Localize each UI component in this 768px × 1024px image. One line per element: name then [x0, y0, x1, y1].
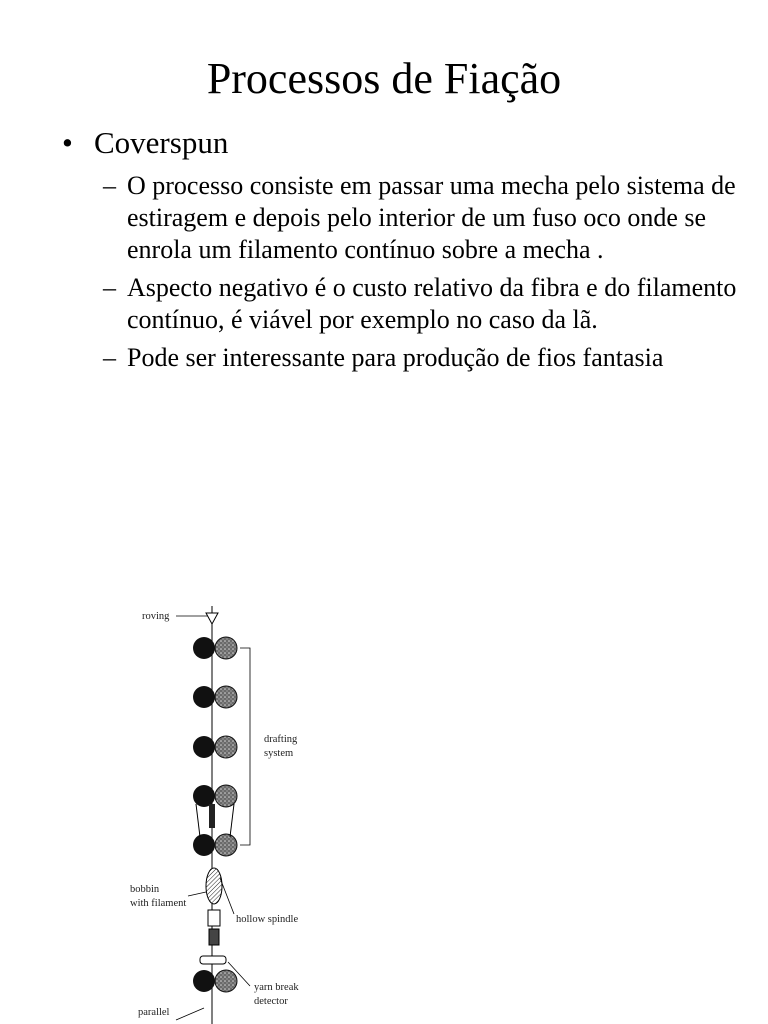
label-bobbin: bobbin — [130, 884, 160, 895]
drafting-bracket — [240, 648, 250, 845]
label-drafting: drafting — [264, 734, 298, 745]
sub-bullet-3 — [103, 342, 743, 374]
label-yarn-break: yarn break — [254, 982, 299, 993]
label-with-filament: with filament — [130, 898, 187, 909]
label-detector: detector — [254, 996, 288, 1007]
label-hollow-spindle: hollow spindle — [236, 914, 299, 925]
sub-bullet-text: Aspecto negativo é o custo relativo da fibra e do filamento contínuo, é viável por exemplo no caso da lã. — [127, 273, 737, 334]
dash-marker: – — [103, 171, 116, 200]
sub-bullet-2 — [103, 272, 743, 336]
detector-icon — [200, 956, 226, 964]
spindle-leader — [220, 878, 234, 914]
roller-pair-1 — [193, 637, 237, 659]
roller-pair-2 — [193, 686, 237, 708]
dash-marker: – — [103, 343, 116, 372]
sub-bullet-text: O processo consiste em passar uma mecha pelo sistema de estiragem e depois pelo interior de um fuso oco onde se enrola um filamento contínuo sobre a mecha . — [127, 171, 736, 264]
bobbin-leader — [188, 892, 206, 896]
slide-title: Processos de Fiação — [206, 54, 562, 103]
bullet-coverspun — [62, 124, 228, 162]
bullet-text: Coverspun — [94, 125, 229, 160]
roller-pair-4-apron — [193, 785, 237, 856]
delivery-rollers — [193, 970, 237, 992]
bullet-dot: • — [62, 125, 73, 160]
label-system: system — [264, 748, 294, 759]
bobbin-icon — [206, 868, 222, 904]
label-parallel: parallel — [138, 1007, 170, 1018]
roller-pair-3 — [193, 736, 237, 758]
hollow-spindle-icon — [208, 910, 220, 926]
coverspun-diagram — [124, 600, 324, 1024]
roving-funnel-icon — [206, 613, 218, 624]
parallel-leader — [176, 1008, 204, 1020]
label-roving: roving — [142, 611, 170, 622]
sub-bullet-1 — [103, 170, 743, 266]
dash-marker: – — [103, 273, 116, 302]
sub-bullet-list — [103, 170, 743, 380]
sub-bullet-text: Pode ser interessante para produção de fios fantasia — [127, 343, 664, 372]
